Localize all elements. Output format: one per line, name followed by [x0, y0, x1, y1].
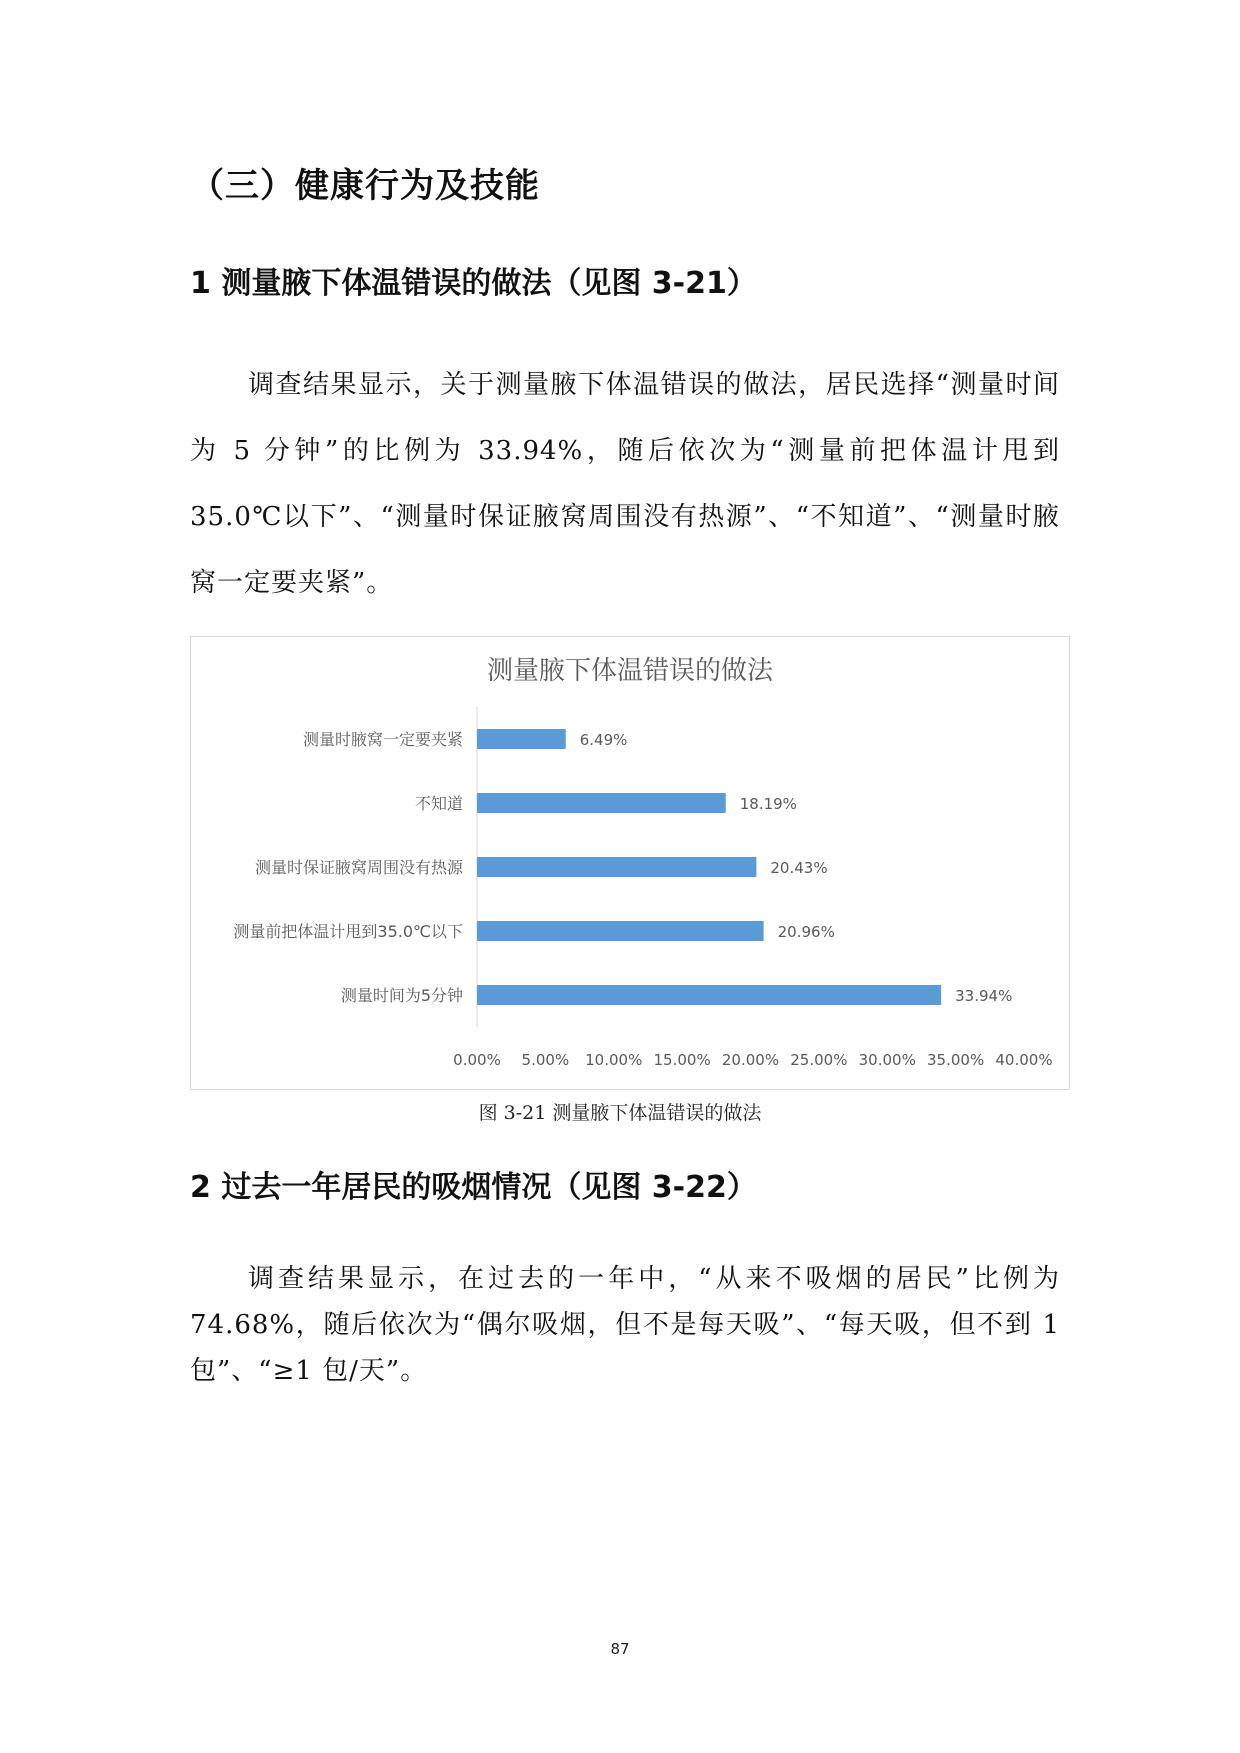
category-label: 测量时间为5分钟 — [340, 986, 463, 1005]
figure-caption: 图 3-21 测量腋下体温错误的做法 — [478, 1102, 762, 1124]
data-label: 18.19% — [739, 795, 797, 813]
data-label: 33.94% — [955, 987, 1013, 1005]
bar — [477, 729, 566, 749]
page-number: 87 — [610, 1640, 630, 1658]
data-label: 6.49% — [579, 731, 628, 749]
category-label: 不知道 — [414, 794, 463, 813]
bar-chart — [190, 636, 1070, 1090]
bar — [477, 985, 941, 1005]
category-label: 测量前把体温计甩到35.0℃以下 — [233, 922, 463, 941]
x-tick-label: 25.00% — [790, 1051, 848, 1069]
x-tick-label: 10.00% — [585, 1051, 643, 1069]
chart-title: 测量腋下体温错误的做法 — [486, 656, 774, 686]
x-tick-label: 0.00% — [453, 1051, 501, 1069]
x-tick-label: 40.00% — [995, 1051, 1053, 1069]
subsection-heading-1: 1 测量腋下体温错误的做法（见图 3-21） — [190, 266, 757, 301]
paragraph-1: 调查结果显示，关于测量腋下体温错误的做法，居民选择“测量时间为 5 分钟”的比例为 33.94%，随后依次为“测量前把体温计甩到 35.0℃以下”、“测量时保证腋窝周围没有热源”、“不知道”、“测量时腋窝一定要夹紧”。 — [190, 370, 1060, 598]
x-tick-label: 5.00% — [521, 1051, 570, 1069]
category-label: 测量时腋窝一定要夹紧 — [302, 730, 463, 749]
x-tick-label: 15.00% — [653, 1051, 711, 1069]
bar — [477, 857, 756, 877]
x-tick-label: 20.00% — [721, 1051, 780, 1069]
data-label: 20.96% — [777, 923, 835, 941]
section-heading: （三）健康行为及技能 — [190, 166, 540, 206]
x-tick-label: 35.00% — [927, 1051, 985, 1069]
data-label: 20.43% — [770, 859, 828, 877]
category-label: 测量时保证腋窝周围没有热源 — [254, 858, 463, 877]
x-tick-label: 30.00% — [858, 1051, 916, 1069]
bar — [477, 793, 726, 813]
bar — [477, 921, 764, 941]
paragraph-2: 调查结果显示，在过去的一年中，“从来不吸烟的居民”比例为 74.68%，随后依次为“偶尔吸烟，但不是每天吸”、“每天吸，但不到 1 包”、“≥1 包/天”。 — [190, 1264, 1060, 1386]
subsection-heading-2: 2 过去一年居民的吸烟情况（见图 3-22） — [190, 1170, 757, 1205]
bar-chart-svg — [191, 637, 1069, 1089]
